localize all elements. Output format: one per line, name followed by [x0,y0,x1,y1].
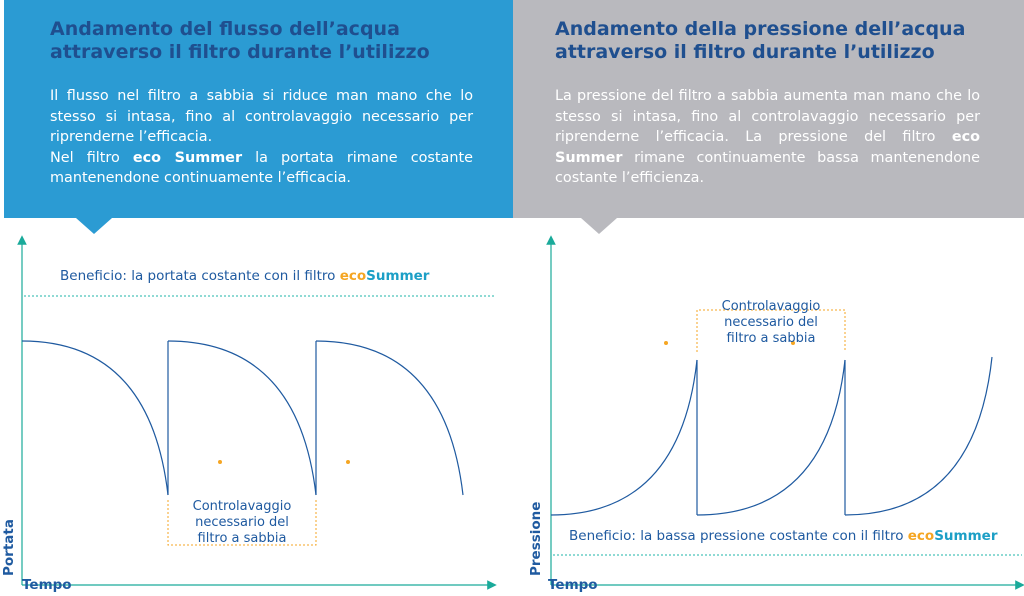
flow-curve-3 [316,341,463,495]
flow-para2-prefix: Nel filtro [50,149,133,166]
flow-dot-2 [346,460,350,464]
flow-title-line2: attraverso il filtro durante l’utilizzo [50,41,430,63]
pressure-callout-line3: filtro a sabbia [726,331,816,346]
pressure-curve-3 [845,357,992,515]
pressure-benefit-summer: Summer [934,528,998,544]
pressure-callout-line2: necessario del [724,315,818,330]
pressure-backwash-callout [697,299,845,347]
flow-dot-1 [218,460,222,464]
flow-curve-1 [22,341,168,495]
pressure-benefit-label [569,528,997,544]
pressure-benefit-eco: eco [907,528,935,544]
pressure-benefit-brand [908,528,998,544]
flow-x-axis-label: Tempo [22,577,72,593]
flow-benefit-label [60,268,429,284]
pressure-para1-prefix: La pressione del filtro a sabbia aumenta man mano che lo stesso si intasa, fino al controlavaggio necessario per riprenderne l’efficacia. La pressione del filtro [555,88,980,145]
flow-title-line1: Andamento del flusso dell’acqua [50,18,400,40]
pressure-para1-brand: eco Summer [555,129,980,166]
flow-benefit-text: Beneficio: la portata costante con il filtro [60,268,340,284]
flow-para2-brand: eco Summer [132,149,243,166]
flow-benefit-brand [340,268,430,284]
pressure-curve-1 [551,360,697,515]
pressure-title-line1: Andamento della pressione dell’acqua [555,18,966,40]
pressure-curve-2 [697,360,845,515]
flow-para1: Il flusso nel filtro a sabbia si riduce man mano che lo stesso si intasa, fino al controlavaggio necessario per riprenderne l’efficacia. [50,88,473,145]
flow-curve-2 [168,341,316,495]
flow-callout-line1: Controlavaggio [192,499,292,514]
pressure-title-line2: attraverso il filtro durante l’utilizzo [555,41,935,63]
flow-backwash-callout [168,499,316,547]
pressure-callout-line1: Controlavaggio [721,299,821,314]
pressure-dot-1 [664,341,668,345]
pressure-benefit-text: Beneficio: la bassa pressione costante con il filtro [569,528,908,544]
flow-callout-line2: necessario del [195,515,289,530]
flow-callout-line3: filtro a sabbia [197,531,287,546]
pressure-x-axis-label: Tempo [548,577,598,593]
flow-benefit-summer: Summer [366,268,430,284]
pressure-y-axis-label: Pressione [528,501,544,576]
pressure-para1-suffix: rimane continuamente bassa mantenendone costante l’efficienza. [555,149,980,186]
flow-para2-suffix: la portata rimane costante mantenendone continuamente l’efficacia. [50,149,473,186]
flow-benefit-eco: eco [339,268,367,284]
flow-y-axis-label: Portata [1,519,17,576]
